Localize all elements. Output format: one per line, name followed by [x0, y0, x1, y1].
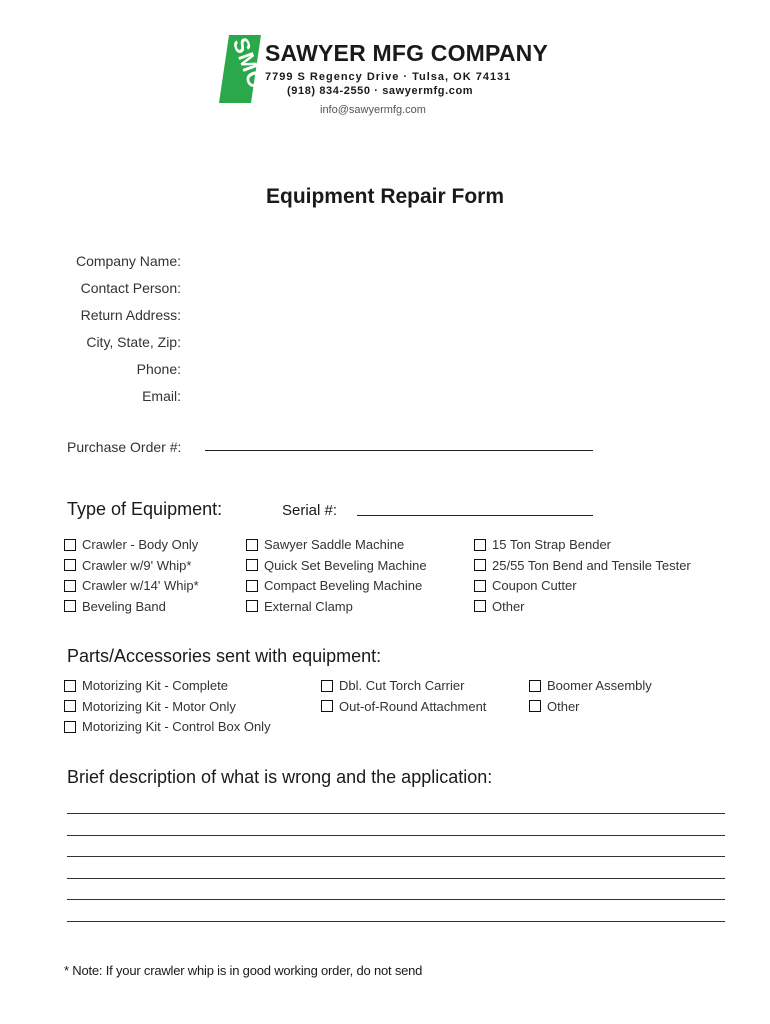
parts-option[interactable] — [529, 678, 652, 693]
equipment-option-label: Other — [492, 598, 525, 614]
footnote: * Note: If your crawler whip is in good working order, do not send — [64, 963, 423, 978]
equipment-option-label: Crawler w/14' Whip* — [82, 578, 199, 593]
parts-option[interactable] — [529, 699, 580, 714]
parts-option-label: Motorizing Kit - Complete — [82, 678, 228, 693]
checkbox[interactable] — [64, 559, 76, 571]
equipment-option[interactable] — [246, 537, 404, 552]
equipment-section-title: Type of Equipment: — [67, 499, 223, 519]
description-input-line[interactable] — [67, 856, 725, 857]
contact-field-label: Company Name: — [75, 253, 181, 269]
checkbox[interactable] — [64, 700, 76, 712]
parts-option-label: Boomer Assembly — [547, 678, 652, 693]
parts-option-label: Other — [547, 698, 580, 714]
parts-option-label: Out-of-Round Attachment — [339, 698, 487, 714]
checkbox[interactable] — [64, 600, 76, 612]
parts-section-title: Parts/Accessories sent with equipment: — [67, 646, 382, 666]
equipment-option-label: Quick Set Beveling Machine — [264, 557, 427, 573]
contact-field-label: Email: — [142, 388, 181, 404]
company-address: 7799 S Regency Drive · Tulsa, OK 74131 — [265, 71, 512, 83]
equipment-option-label: Coupon Cutter — [492, 578, 577, 593]
contact-field-label: City, State, Zip: — [86, 334, 181, 350]
company-email: info@sawyermfg.com — [320, 104, 426, 116]
company-name: SAWYER MFG COMPANY — [265, 40, 549, 66]
equipment-option[interactable] — [474, 537, 611, 552]
equipment-option-label: Sawyer Saddle Machine — [264, 537, 405, 552]
equipment-option-label: External Clamp — [264, 598, 353, 614]
checkbox[interactable] — [246, 600, 258, 612]
equipment-option-label: 15 Ton Strap Bender — [492, 537, 612, 552]
equipment-option-label: Beveling Band — [82, 598, 166, 614]
description-input-line[interactable] — [67, 878, 725, 879]
parts-option-label: Dbl. Cut Torch Carrier — [339, 678, 465, 693]
contact-field-label: Phone: — [136, 361, 181, 377]
purchase-order-label: Purchase Order #: — [67, 439, 182, 455]
serial-input-line[interactable] — [357, 515, 593, 516]
logo-letters — [217, 33, 270, 105]
equipment-option[interactable] — [474, 599, 525, 614]
purchase-order-input-line[interactable] — [205, 450, 593, 451]
equipment-option-label: Crawler - Body Only — [82, 537, 199, 552]
description-input-line[interactable] — [67, 899, 725, 900]
checkbox[interactable] — [246, 539, 258, 551]
equipment-option-label: Crawler w/9' Whip* — [82, 557, 192, 573]
checkbox[interactable] — [474, 559, 486, 571]
parts-option[interactable] — [64, 719, 271, 734]
checkbox[interactable] — [321, 700, 333, 712]
parts-option[interactable] — [321, 678, 464, 693]
checkbox[interactable] — [246, 559, 258, 571]
checkbox[interactable] — [64, 721, 76, 733]
equipment-option[interactable] — [474, 578, 577, 593]
checkbox[interactable] — [474, 539, 486, 551]
checkbox[interactable] — [246, 580, 258, 592]
equipment-option[interactable] — [246, 558, 427, 573]
equipment-option[interactable] — [246, 599, 353, 614]
equipment-option-label: Compact Beveling Machine — [264, 578, 423, 593]
checkbox[interactable] — [474, 580, 486, 592]
description-section-title: Brief description of what is wrong and the application: — [67, 767, 493, 787]
checkbox[interactable] — [529, 680, 541, 692]
description-input-line[interactable] — [67, 813, 725, 814]
company-phone-web: (918) 834-2550 · sawyermfg.com — [287, 85, 474, 97]
equipment-option[interactable] — [64, 578, 199, 593]
description-input-line[interactable] — [67, 921, 725, 922]
serial-label: Serial #: — [282, 502, 338, 519]
parts-option[interactable] — [64, 678, 228, 693]
checkbox[interactable] — [64, 580, 76, 592]
form-title: Equipment Repair Form — [265, 185, 505, 208]
checkbox[interactable] — [474, 600, 486, 612]
equipment-option[interactable] — [64, 558, 191, 573]
parts-option[interactable] — [321, 699, 486, 714]
equipment-option[interactable] — [246, 578, 422, 593]
description-input-line[interactable] — [67, 835, 725, 836]
parts-option-label: Motorizing Kit - Control Box Only — [82, 719, 271, 734]
contact-field-label: Contact Person: — [80, 280, 181, 296]
checkbox[interactable] — [64, 539, 76, 551]
logo-text: SMC — [227, 34, 270, 92]
checkbox[interactable] — [529, 700, 541, 712]
equipment-option-label: 25/55 Ton Bend and Tensile Tester — [492, 557, 691, 573]
parts-option-label: Motorizing Kit - Motor Only — [82, 698, 236, 714]
parts-option[interactable] — [64, 699, 236, 714]
contact-field-label: Return Address: — [80, 307, 181, 323]
equipment-option[interactable] — [64, 537, 198, 552]
checkbox[interactable] — [64, 680, 76, 692]
equipment-option[interactable] — [474, 558, 691, 573]
checkbox[interactable] — [321, 680, 333, 692]
equipment-option[interactable] — [64, 599, 166, 614]
